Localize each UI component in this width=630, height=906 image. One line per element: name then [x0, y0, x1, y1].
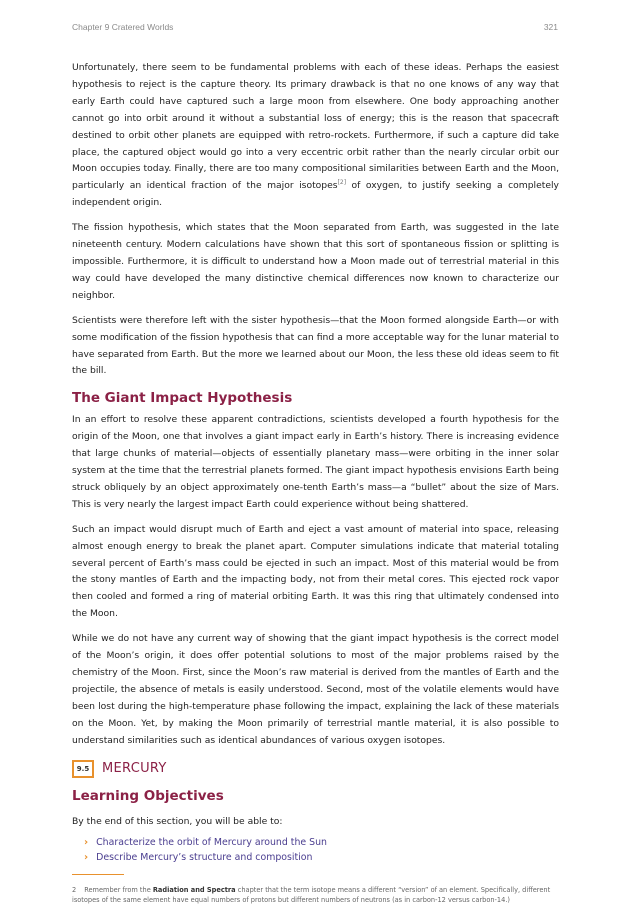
objective-text: Describe Mercury’s structure and composition [96, 852, 313, 864]
list-item [84, 835, 559, 851]
chevron-right-icon: › [84, 852, 89, 864]
section-title: MERCURY [102, 761, 167, 777]
footnote: 2 Remember from the Radiation and Spectra chapter that the term isotope means a different “version” of an element. Specifically, different isotopes of the same element have equal numbers of protons but different numbers of neutrons (as in carbon-12 versus carbon-14.) [72, 885, 551, 905]
paragraph-capture-theory: Unfortunately, there seem to be fundamental problems with each of these ideas. Perhaps the easiest hypothesis to reject is the capture theory. Its primary drawback is that no one knows of any way that early Earth could have captured such a large moon from elsewhere. One body approaching another cannot go into orbit around it without a substantial loss of energy; this is the reason that spacecraft destined to orbit other planets are equipped with retro-rockets. Furthermore, if such a capture did take place, the captured object would go into a very eccentric orbit rather than the nearly circular orbit our Moon occupies today. Finally, there are too many compositional similarities between Earth and the Moon, particularly an identical fraction of the major isotopes[2] of oxygen, to justify seeking a completely independent origin. [72, 62, 559, 209]
radiation-spectra-link[interactable]: Radiation and Spectra [152, 885, 236, 894]
page-number: 321 [543, 22, 558, 32]
section-number-badge: 9.5 [72, 760, 94, 778]
footnote-ref-link[interactable]: [2] [337, 179, 347, 187]
chapter-title: Chapter 9 Cratered Worlds [72, 22, 174, 32]
section-heading [72, 760, 559, 778]
list-item [84, 850, 559, 866]
paragraph-giant-impact-3: While we do not have any current way of showing that the giant impact hypothesis is the correct model of the Moon’s origin, it does offer potential solutions to most of the major problems raised by the chemistry of the Moon. First, since the Moon’s raw material is derived from the mantles of Earth and the projectile, the absence of metals is easily understood. Second, most of the volatile elements would have been lost during the high-temperature phase following the impact, explaining the lack of these materials on the Moon. Yet, by making the Moon primarily of terrestrial mantle material, it is also possible to understand similarities such as identical abundances of various oxygen isotopes. [72, 633, 559, 746]
page-content [72, 60, 559, 906]
chevron-right-icon: › [84, 836, 89, 848]
footnote-number: 2 [72, 885, 77, 894]
footnote-divider [72, 874, 124, 875]
objective-text: Characterize the orbit of Mercury around the Sun [96, 836, 327, 848]
paragraph-giant-impact-1: In an effort to resolve these apparent contradictions, scientists developed a fourth hypothesis for the origin of the Moon, one that involves a giant impact early in Earth’s history. There is increasing evidence that large chunks of material—objects of essentially planetary mass—were orbiting in the inner solar system at the time that the terrestrial planets formed. The giant impact hypothesis envisions Earth being struck obliquely by an object approximately one-tenth Earth’s mass—a “bullet” about the size of Mars. This is very nearly the largest impact Earth could experience without being shattered. [72, 414, 559, 510]
running-header [72, 22, 558, 32]
learning-objectives-intro: By the end of this section, you will be able to: [72, 815, 283, 827]
learning-objectives-heading: Learning Objectives [72, 787, 224, 804]
paragraph-giant-impact-2: Such an impact would disrupt much of Earth and eject a vast amount of material into space, releasing almost enough energy to break the planet apart. Computer simulations indicate that material totaling several percent of Earth’s mass could be ejected in such an impact. Most of this material would be from the stony mantles of Earth and the impacting body, not from their metal cores. This ejected rock vapor then cooled and formed a ring of material orbiting Earth. It was this ring that ultimately condensed into the Moon. [72, 523, 559, 620]
heading-giant-impact: The Giant Impact Hypothesis [72, 390, 293, 407]
paragraph-sister: Scientists were therefore left with the sister hypothesis—that the Moon formed alongside Earth—or with some modification of the fission hypothesis that can find a more acceptable way for the lunar material to have separated from Earth. But the more we learned about our Moon, the less these old ideas seem to fit the bill. [72, 314, 559, 377]
paragraph-fission: The fission hypothesis, which states that the Moon separated from Earth, was suggested in the late nineteenth century. Modern calculations have shown that this sort of spontaneous fission or splitting is impossible. Furthermore, it is difficult to understand how a Moon made out of terrestrial material in this way could have developed the many distinctive chemical differences now known to characterize our neighbor. [72, 222, 559, 301]
objectives-list [72, 835, 559, 866]
